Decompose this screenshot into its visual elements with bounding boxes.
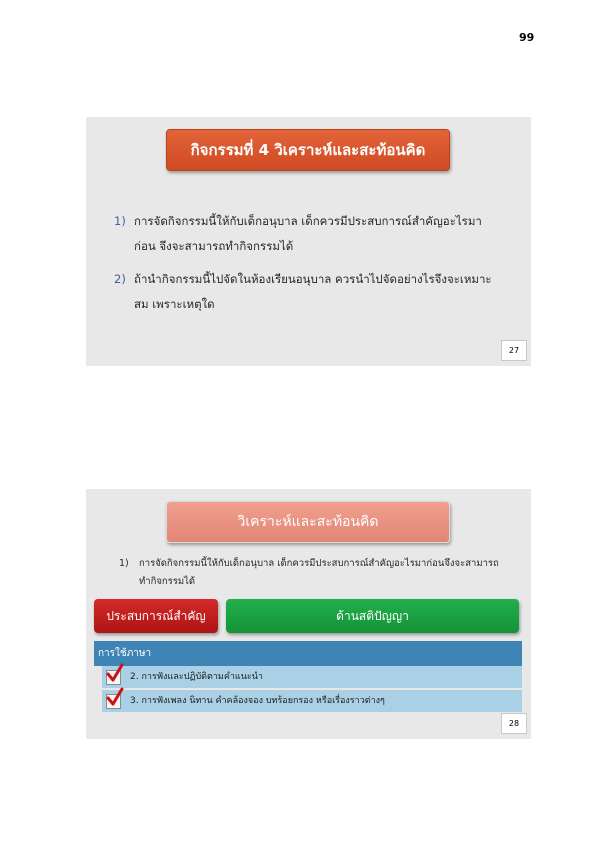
question-number: 1) xyxy=(119,558,129,569)
question-text: ถ้านำกิจกรรมนี้ไปจัดในห้องเรียนอนุบาล ควรนำไปจัดอย่างไรจึงจะเหมาะสม เพราะเหตุใด xyxy=(134,272,492,311)
page-number: 99 xyxy=(519,31,535,44)
question-item xyxy=(114,267,503,317)
table-header: การใช้ภาษา xyxy=(94,641,522,666)
question-item xyxy=(119,555,503,591)
slide-number: 27 xyxy=(501,340,527,361)
slide-title: กิจกรรมที่ 4 วิเคราะห์และสะท้อนคิด xyxy=(166,129,450,171)
table-row-text: 2. การฟังและปฏิบัติตามคำแนะนำ xyxy=(130,672,263,682)
table-row xyxy=(102,690,522,712)
experience-table xyxy=(94,641,522,714)
question-item xyxy=(114,209,503,259)
experience-tag: ประสบการณ์สำคัญ xyxy=(94,599,218,633)
slide-title: วิเคราะห์และสะท้อนคิด xyxy=(166,501,450,543)
question-number: 2) xyxy=(114,272,126,286)
table-row-text: 3. การฟังเพลง นิทาน คำคล้องจอง บทร้อยกรอง หรือเรื่องราวต่างๆ xyxy=(130,696,385,706)
checkmark-icon xyxy=(106,663,124,683)
slide-27 xyxy=(86,117,531,366)
question-text: การจัดกิจกรรมนี้ให้กับเด็กอนุบาล เด็กควรมีประสบการณ์สำคัญอะไรมาก่อน จึงจะสามารถทำกิจกรรมได้ xyxy=(134,214,482,253)
slide-number: 28 xyxy=(501,713,527,734)
question-number: 1) xyxy=(114,214,126,228)
question-list xyxy=(114,209,503,325)
domain-tag: ด้านสติปัญญา xyxy=(226,599,519,633)
table-row xyxy=(102,666,522,688)
checkbox-icon xyxy=(106,694,121,709)
checkbox-icon xyxy=(106,670,121,685)
slide-28 xyxy=(86,489,531,739)
question-list xyxy=(119,555,503,591)
question-text: การจัดกิจกรรมนี้ให้กับเด็กอนุบาล เด็กควรมีประสบการณ์สำคัญอะไรมาก่อนจึงจะสามารถทำกิจกรรมได้ xyxy=(139,558,499,587)
checkmark-icon xyxy=(106,687,124,707)
